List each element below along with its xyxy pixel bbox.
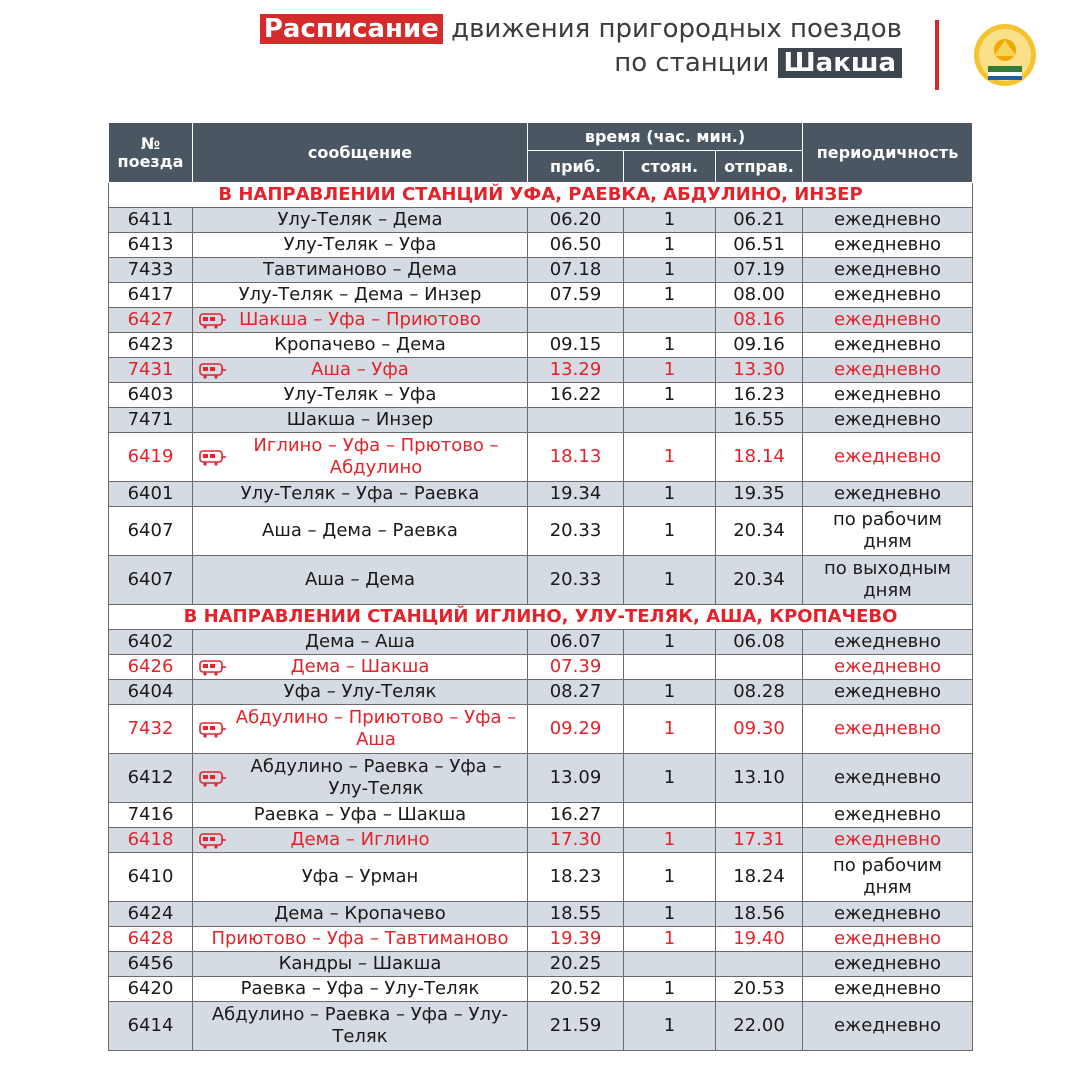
route: Тавтиманово – Дема [193,258,528,283]
departure-time: 20.34 [716,507,803,556]
frequency: ежедневно [803,705,973,754]
stop-minutes: 1 [624,828,716,853]
express-train-icon [199,658,227,676]
arrival-time: 16.22 [528,383,624,408]
route: Улу-Теляк – Дема [193,208,528,233]
departure-time: 20.53 [716,977,803,1002]
train-number: 6419 [109,433,193,482]
route-cell [193,433,528,482]
express-train-icon [199,769,227,787]
frequency: ежедневно [803,383,973,408]
stop-minutes: 1 [624,927,716,952]
stop-minutes: 1 [624,977,716,1002]
route: Уфа – Урман [193,853,528,902]
arrival-time: 07.39 [528,655,624,680]
frequency: ежедневно [803,208,973,233]
arrival-time: 18.23 [528,853,624,902]
train-number: 7433 [109,258,193,283]
train-number: 7431 [109,358,193,383]
stop-minutes: 1 [624,630,716,655]
train-number: 7471 [109,408,193,433]
route: Раевка – Уфа – Шакша [193,803,528,828]
arrival-time: 07.59 [528,283,624,308]
departure-time: 08.28 [716,680,803,705]
express-train-icon [199,361,227,379]
frequency: ежедневно [803,1002,973,1051]
header-stop: стоян. [624,151,716,183]
departure-time [716,952,803,977]
arrival-time: 08.27 [528,680,624,705]
header-departure: отправ. [716,151,803,183]
frequency: ежедневно [803,655,973,680]
arrival-time: 07.18 [528,258,624,283]
train-number: 6403 [109,383,193,408]
departure-time [716,655,803,680]
express-train-icon [199,831,227,849]
stop-minutes: 1 [624,283,716,308]
frequency: ежедневно [803,333,973,358]
route: Улу-Теляк – Дема – Инзер [193,283,528,308]
arrival-time: 16.27 [528,803,624,828]
route: Кропачево – Дема [193,333,528,358]
train-number: 6424 [109,902,193,927]
express-train-icon [199,720,227,738]
train-number: 6417 [109,283,193,308]
stop-minutes: 1 [624,556,716,605]
frequency: ежедневно [803,233,973,258]
route: Шакша – Уфа – Приютово [239,309,481,330]
arrival-time: 19.39 [528,927,624,952]
stop-minutes: 1 [624,754,716,803]
stop-minutes [624,803,716,828]
arrival-time: 21.59 [528,1002,624,1051]
stop-minutes: 1 [624,433,716,482]
departure-time: 18.14 [716,433,803,482]
train-number: 6401 [109,482,193,507]
frequency: ежедневно [803,680,973,705]
departure-time: 13.30 [716,358,803,383]
stop-minutes [624,952,716,977]
train-number: 6428 [109,927,193,952]
title-highlight: Расписание [260,14,443,44]
departure-time: 06.08 [716,630,803,655]
departure-time: 18.24 [716,853,803,902]
stop-minutes: 1 [624,233,716,258]
stop-minutes: 1 [624,680,716,705]
departure-time: 18.56 [716,902,803,927]
train-number: 6420 [109,977,193,1002]
train-number: 6418 [109,828,193,853]
departure-time: 16.55 [716,408,803,433]
arrival-time: 18.13 [528,433,624,482]
arrival-time: 13.29 [528,358,624,383]
arrival-time: 09.29 [528,705,624,754]
departure-time: 17.31 [716,828,803,853]
train-number: 6426 [109,655,193,680]
header-arrival: приб. [528,151,624,183]
route: Абдулино – Приютово – Уфа – Аша [235,707,517,750]
route: Шакша – Инзер [193,408,528,433]
departure-time [716,803,803,828]
stop-minutes [624,408,716,433]
stop-minutes: 1 [624,358,716,383]
arrival-time: 20.52 [528,977,624,1002]
stop-minutes: 1 [624,705,716,754]
train-number: 7432 [109,705,193,754]
header-route: сообщение [193,123,528,183]
stop-minutes: 1 [624,333,716,358]
route: Улу-Теляк – Уфа – Раевка [193,482,528,507]
departure-time: 06.21 [716,208,803,233]
bashkortostan-emblem-icon [972,22,1038,88]
departure-time: 07.19 [716,258,803,283]
arrival-time: 17.30 [528,828,624,853]
departure-time: 20.34 [716,556,803,605]
frequency: ежедневно [803,977,973,1002]
arrival-time: 18.55 [528,902,624,927]
frequency: по рабочим дням [803,853,973,902]
frequency: ежедневно [803,408,973,433]
frequency: ежедневно [803,754,973,803]
stop-minutes: 1 [624,853,716,902]
departure-time: 22.00 [716,1002,803,1051]
route-cell [193,754,528,803]
route: Приютово – Уфа – Тавтиманово [193,927,528,952]
train-number: 6411 [109,208,193,233]
title-rest: движения пригородных поездов [451,14,902,44]
frequency: ежедневно [803,927,973,952]
page-header [202,12,902,80]
departure-time: 09.16 [716,333,803,358]
frequency: ежедневно [803,902,973,927]
train-number: 6456 [109,952,193,977]
section-title: В НАПРАВЛЕНИИ СТАНЦИЙ ИГЛИНО, УЛУ-ТЕЛЯК, АША, КРОПАЧЕВО [109,605,973,630]
arrival-time [528,408,624,433]
frequency: ежедневно [803,433,973,482]
train-number: 6423 [109,333,193,358]
route: Аша – Дема – Раевка [193,507,528,556]
train-number: 6413 [109,233,193,258]
frequency: ежедневно [803,283,973,308]
stop-minutes: 1 [624,902,716,927]
train-number: 6407 [109,556,193,605]
frequency: ежедневно [803,952,973,977]
subtitle-prefix: по станции [614,48,770,78]
express-train-icon [199,311,227,329]
arrival-time [528,308,624,333]
route: Аша – Дема [193,556,528,605]
stop-minutes: 1 [624,482,716,507]
route: Дема – Иглино [290,829,430,850]
arrival-time: 19.34 [528,482,624,507]
train-number: 6410 [109,853,193,902]
train-number: 6407 [109,507,193,556]
frequency: ежедневно [803,358,973,383]
stop-minutes [624,655,716,680]
arrival-time: 20.33 [528,507,624,556]
departure-time: 16.23 [716,383,803,408]
train-number: 6427 [109,308,193,333]
route: Дема – Шакша [290,656,430,677]
departure-time: 13.10 [716,754,803,803]
train-number: 6412 [109,754,193,803]
departure-time: 08.00 [716,283,803,308]
route: Улу-Теляк – Уфа [193,233,528,258]
frequency: ежедневно [803,828,973,853]
departure-time: 08.16 [716,308,803,333]
route-cell [193,358,528,383]
stop-minutes: 1 [624,383,716,408]
arrival-time: 20.33 [528,556,624,605]
route-cell [193,308,528,333]
train-number: 6414 [109,1002,193,1051]
route: Аша – Уфа [311,359,409,380]
departure-time: 06.51 [716,233,803,258]
train-number: 7416 [109,803,193,828]
title-line [202,12,902,46]
stop-minutes [624,308,716,333]
route: Улу-Теляк – Уфа [193,383,528,408]
subtitle-line [202,46,902,80]
departure-time: 19.40 [716,927,803,952]
arrival-time: 13.09 [528,754,624,803]
departure-time: 19.35 [716,482,803,507]
route-cell [193,828,528,853]
route: Дема – Аша [193,630,528,655]
arrival-time: 09.15 [528,333,624,358]
header-divider [935,20,939,90]
route: Абдулино – Раевка – Уфа – Улу-Теляк [250,756,502,799]
section-title: В НАПРАВЛЕНИИ СТАНЦИЙ УФА, РАЕВКА, АБДУЛИНО, ИНЗЕР [109,183,973,208]
route: Кандры – Шакша [193,952,528,977]
arrival-time: 06.07 [528,630,624,655]
route: Иглино – Уфа – Прютово – Абдулино [253,435,499,478]
frequency: ежедневно [803,308,973,333]
train-number: 6402 [109,630,193,655]
route-cell [193,705,528,754]
frequency: ежедневно [803,803,973,828]
header-train-no: № поезда [109,123,193,183]
header-frequency: периодичность [803,123,973,183]
stop-minutes: 1 [624,1002,716,1051]
stop-minutes: 1 [624,208,716,233]
departure-time: 09.30 [716,705,803,754]
stop-minutes: 1 [624,507,716,556]
route: Раевка – Уфа – Улу-Теляк [193,977,528,1002]
arrival-time: 06.20 [528,208,624,233]
frequency: ежедневно [803,482,973,507]
route: Абдулино – Раевка – Уфа – Улу-Теляк [193,1002,528,1051]
route: Уфа – Улу-Теляк [193,680,528,705]
train-number: 6404 [109,680,193,705]
frequency: ежедневно [803,258,973,283]
route-cell [193,655,528,680]
frequency: по выходным дням [803,556,973,605]
frequency: ежедневно [803,630,973,655]
station-name: Шакша [778,48,902,78]
arrival-time: 20.25 [528,952,624,977]
frequency: по рабочим дням [803,507,973,556]
header-time-group: время (час. мин.) [528,123,803,151]
route: Дема – Кропачево [193,902,528,927]
express-train-icon [199,448,227,466]
arrival-time: 06.50 [528,233,624,258]
schedule-table [108,122,973,1051]
stop-minutes: 1 [624,258,716,283]
